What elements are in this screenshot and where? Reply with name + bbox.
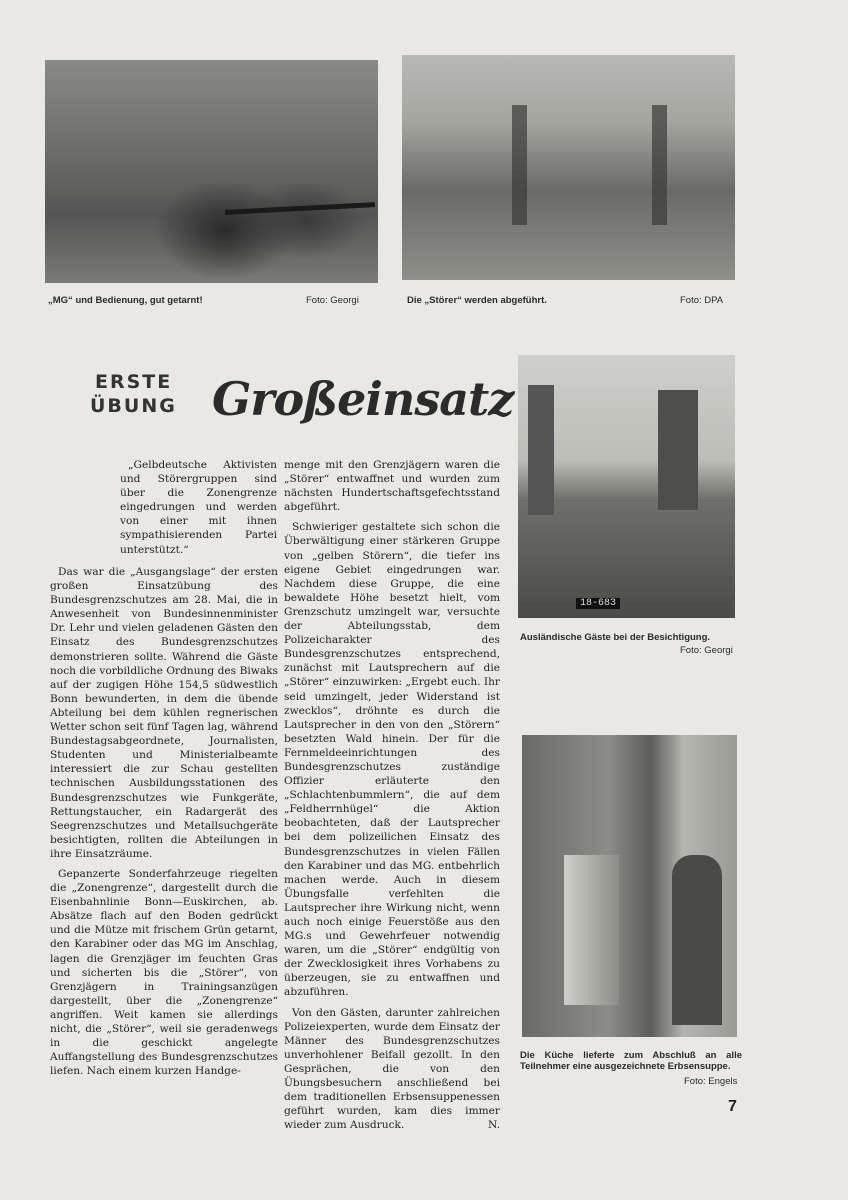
author-signature: N. <box>488 1119 500 1132</box>
paragraph-text: Von den Gästen, darunter zahlreichen Polizeiexperten, wurde dem Einsatz der Männer des Bundesgrenzschutzes unverhohlener Beifall gezollt. In den Gesprächen, die von den Übungsbesuchern anschließend bei dem traditionellen Erbsensuppenessen geführt wurden, kam dies immer wieder zum Ausdruck. <box>284 1006 500 1132</box>
paragraph: Gepanzerte Sonderfahrzeuge riegelten die „Zonengrenze“, dargestellt durch die Eisenbahnlinie Bonn—Euskirchen, ab. Absätze flach auf den Boden gedrückt und die Mütze mit frischem Grün getarnt, den Karabiner oder das MG im Anschlag, lagen die Grenzjäger im feuchten Gras und sicherten bis die „Störer“, von Grenzjägern in Trainingsanzügen dargestellt, über die „Zonengrenze“ angriffen. Weit kamen sie allerdings nicht, die „Störer“, weil sie geradenwegs in die geschickt angelegte Auffangstellung des Bundesgrenzschutzes liefen. Nach einem kurzen Handge- <box>50 867 278 1078</box>
article-column-left <box>50 565 278 1084</box>
quote-text: „Gelbdeutsche Aktivisten und Störergruppen sind über die Zonengrenze eingedrungen und werden von einer mit ihnen sympathisierenden Partei unterstützt.“ <box>120 459 277 556</box>
photo-stoerer-abgefuehrt <box>402 55 735 280</box>
license-plate: 18-683 <box>576 598 620 609</box>
kicker-line-2: ÜBUNG <box>90 395 177 417</box>
paragraph: menge mit den Grenzjägern waren die „Störer“ entwaffnet und wurden zum nächsten Hundertschaftsgefechtsstand abgeführt. <box>284 459 500 514</box>
caption-top-right: Die „Störer“ werden abgeführt. <box>407 295 547 306</box>
paragraph <box>284 1006 500 1133</box>
credit-right-bottom: Foto: Engels <box>684 1076 738 1087</box>
paragraph: Das war die „Ausgangslage“ der ersten großen Einsatzübung des Bundesgrenzschutzes am 28. Mai, die in Anwesenheit von Bundesinnenminister Dr. Lehr und vielen geladenen Gästen den Einsatz des Bundesgrenzschutzes demonstrieren sollte. Während die Gäste noch die vorbildliche Ordnung des Biwaks auf der zugigen Höhe 154,5 südwestlich Bonn bewunderten, in dem die übende Abteilung bei dem kühlen regnerischen Wetter schon seit fünf Tagen lag, während Bundestagsabgeordnete, Journalisten, Studenten und Ministerialbeamte interessiert die zur Schau gestellten technischen Ausbildungsstationen des Bundesgrenzschutzes wie Funkgeräte, Rettungstaucher, ein Radargerät des Seegrenzschutzes und Metallsuchgeräte besichtigten, rollten die Abteilungen in ihre Einsatzräume. <box>50 566 279 860</box>
credit-right-middle: Foto: Georgi <box>680 645 733 656</box>
caption-right-middle: Ausländische Gäste bei der Besichtigung. <box>520 632 711 643</box>
credit-top-left: Foto: Georgi <box>306 295 359 306</box>
article-column-middle <box>284 458 500 1138</box>
photo-mg-crew <box>45 60 378 283</box>
page-number: 7 <box>728 1098 737 1115</box>
photo-field-kitchen <box>522 735 737 1037</box>
article-kicker <box>90 370 177 418</box>
article-headline: Großeinsatz <box>212 372 514 426</box>
photo-armored-vehicle <box>518 355 735 618</box>
kicker-line-1: ERSTE <box>95 371 173 393</box>
caption-top-left: „MG“ und Bedienung, gut getarnt! <box>48 295 203 306</box>
article-quote <box>120 458 277 563</box>
credit-top-right: Foto: DPA <box>680 295 724 306</box>
paragraph: Schwieriger gestaltete sich schon die Überwältigung einer stärkeren Gruppe von „gelben Störern“, die tiefer ins eigene Gebiet eingedrungen war. Nachdem diese Gruppe, die eine bewaldete Höhe besetzt hielt, vom Grenzschutz umzingelt war, versuchte der Abteilungsstab, dem Polizeicharakter des Bundesgrenzschutzes entsprechend, zunächst mit Lautsprechern auf die „Störer“ einzuwirken: „Ergebt euch. Ihr seid umzingelt, jeder Widerstand ist zwecklos“, dröhnte es durch die Lautsprecher in den von den „Störern“ besetzten Wald hinein. Der für die Fernmeldeeinrichtungen des Bundesgrenzschutzes zuständige Offizier erläuterte den „Schlachtenbummlern“, die auf dem „Feldherrnhügel“ die Aktion beobachteten, daß der Lautsprecher bei dem polizeilichen Einsatz des Bundesgrenzschutzes in vielen Fällen den Karabiner und das MG. entbehrlich machen werde. Auch in diesem Übungsfalle verfehlten die Lautsprecher ihre Wirkung nicht, wenn auch noch einige Feuerstöße aus den MG.s und Gewehrfeuer notwendig waren, um die „Störer“ endgültig von der Zwecklosigkeit ihres Vorhabens zu überzeugen, sie zu entwaffnen und abzuführen. <box>284 521 500 999</box>
caption-right-bottom: Die Küche lieferte zum Abschluß an alle Teilnehmer eine ausgezeichnete Erbsensuppe. <box>520 1050 742 1072</box>
